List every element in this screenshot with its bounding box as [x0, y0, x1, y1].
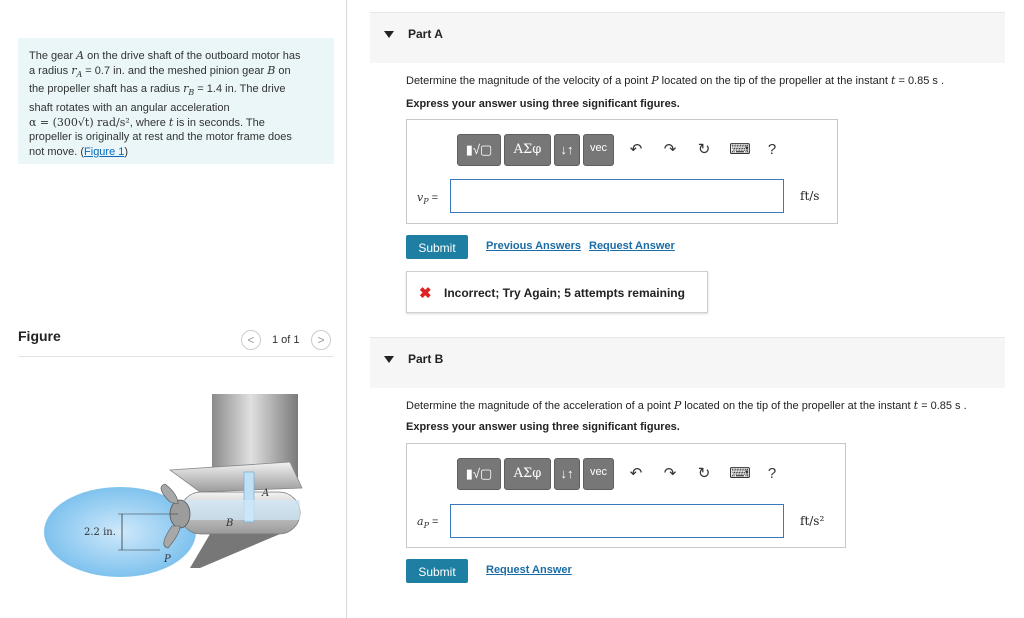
greek-symbols-button[interactable]: ΑΣφ — [504, 134, 551, 166]
prev-figure-button[interactable]: < — [241, 330, 261, 350]
problem-statement — [18, 38, 334, 164]
part-a-instruction: Express your answer using three significant figures. — [406, 98, 680, 110]
motor-housing — [170, 462, 302, 492]
figure-title: Figure — [18, 328, 61, 344]
vector-button[interactable]: vec — [583, 134, 614, 166]
part-b-title: Part B — [408, 352, 444, 366]
pager-text: 1 of 1 — [272, 334, 300, 346]
part-b-instruction: Express your answer using three significant figures. — [406, 421, 680, 433]
part-b-submit-button[interactable]: Submit — [406, 559, 468, 583]
help-icon[interactable]: ? — [767, 465, 777, 482]
part-b-request-answer-link[interactable]: Request Answer — [486, 564, 572, 576]
templates-button[interactable]: ▮√▢ — [457, 458, 501, 490]
keyboard-icon[interactable]: ⌨ — [729, 141, 751, 158]
velocity-unit: ft/s — [800, 189, 820, 203]
part-a-header[interactable] — [370, 12, 1005, 63]
part-a-submit-button[interactable]: Submit — [406, 235, 468, 259]
templates-button[interactable]: ▮√▢ — [457, 134, 501, 166]
part-b-header[interactable] — [370, 337, 1005, 388]
acceleration-answer-input[interactable] — [450, 504, 784, 538]
help-icon[interactable]: ? — [767, 141, 777, 158]
arrows-button[interactable]: ↓↑ — [554, 134, 580, 166]
part-b-answer-box — [406, 443, 846, 548]
feedback-message: Incorrect; Try Again; 5 attempts remaining — [444, 286, 685, 300]
error-x-icon: ✖ — [419, 285, 432, 302]
part-b-question: Determine the magnitude of the acceleration of a point P located on the tip of the propeller at the instant t = 0.85 s . — [406, 399, 967, 412]
dimension-label: 2.2 in. — [84, 527, 116, 538]
undo-icon[interactable]: ↶ — [629, 465, 643, 482]
collapse-triangle-icon[interactable] — [384, 31, 394, 38]
skeg-fin — [190, 534, 280, 568]
undo-icon[interactable]: ↶ — [629, 141, 643, 158]
velocity-variable-label: $v_P$ = — [417, 191, 439, 207]
collapse-triangle-icon[interactable] — [384, 356, 394, 363]
previous-answers-link[interactable]: Previous Answers — [486, 240, 581, 252]
panel-divider — [346, 0, 347, 618]
greek-symbols-button[interactable]: ΑΣφ — [504, 458, 551, 490]
gear-a-label: A — [262, 488, 270, 499]
figure-link[interactable]: Figure 1 — [84, 145, 125, 158]
part-a-title: Part A — [408, 27, 443, 41]
outboard-motor-figure — [40, 392, 320, 592]
arrows-button[interactable]: ↓↑ — [554, 458, 580, 490]
gear-b-label: B — [226, 518, 234, 529]
point-p-label: P — [164, 554, 171, 565]
reset-icon[interactable]: ↻ — [697, 141, 711, 158]
reset-icon[interactable]: ↻ — [697, 465, 711, 482]
alpha-expression: α = (300√t) rad/s² — [29, 115, 130, 129]
velocity-answer-input[interactable] — [450, 179, 784, 213]
next-figure-button[interactable]: > — [311, 330, 331, 350]
redo-icon[interactable]: ↷ — [663, 465, 677, 482]
redo-icon[interactable]: ↷ — [663, 141, 677, 158]
incorrect-feedback — [406, 271, 708, 313]
problem-text: The gear A on the drive shaft of the outboard motor has a radius $r_A = 0.7$ in. and the meshed pinion gear B on the propeller shaft has a radius $r_B = 1.4$ in. The drive shaft rotates with an angular acceleration α = (300√t) rad/s², where t is in seconds. The propeller is originally at rest and the motor frame does not move. (Figure 1) — [29, 49, 301, 158]
acceleration-variable-label: $a_P$ = — [417, 515, 439, 531]
figure-pager — [241, 330, 335, 352]
keyboard-icon[interactable]: ⌨ — [729, 465, 751, 482]
vector-button[interactable]: vec — [583, 458, 614, 490]
propeller-shaft — [180, 500, 300, 520]
part-a-question: Determine the magnitude of the velocity of a point P located on the tip of the propeller at the instant t = 0.85 s . — [406, 74, 945, 87]
figure-divider — [18, 356, 334, 357]
part-a-answer-box — [406, 119, 838, 224]
part-a-request-answer-link[interactable]: Request Answer — [589, 240, 675, 252]
acceleration-unit: ft/s² — [800, 514, 825, 528]
